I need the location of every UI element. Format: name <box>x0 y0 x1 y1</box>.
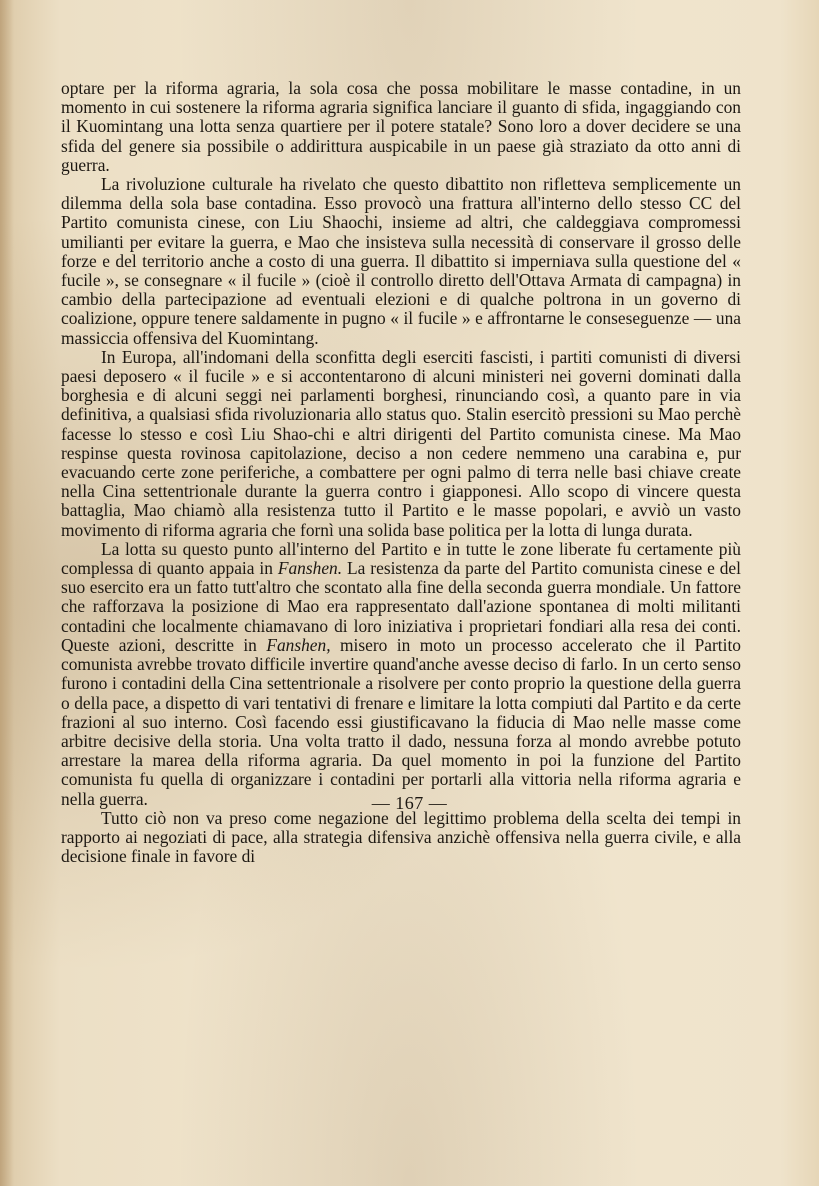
paragraph-text: Tutto ciò non va preso come negazione del legittimo problema della scelta dei tempi in rapporto ai negoziati di pace, alla strategia difensiva anzichè offensiva nella guerra civile, e alla decisione finale in favore di <box>61 807 741 867</box>
italic-title: Fanshen, <box>266 634 331 655</box>
paragraph-text: optare per la riforma agraria, la sola cosa che possa mobilitare le masse contadine, in un momento in cui sostenere la riforma agraria significa lanciare il guanto di sfida, ingaggiando con il Kuomintang una lotta senza quartiere per il potere statale? Sono loro a dover decidere se una sfida del genere sia possibile o addirittura auspicabile in un paese già straziato da otto anni di guerra. <box>61 78 741 175</box>
page-number: — 167 — <box>371 793 448 813</box>
body-text <box>61 79 741 866</box>
paragraph <box>61 348 741 540</box>
paragraph <box>61 79 741 175</box>
paragraph <box>61 540 741 809</box>
paragraph-text: La resistenza da parte del Partito comunista cinese e del suo esercito era un fatto tutt'altro che scontato alla fine della seconda guerra mondiale. Un fattore che rafforzava la posizione di Mao era rappresentato dall'azione spontanea di molti militanti contadini che localmente chiamavano di loro iniziativa i proprietari fondiari alla resa dei conti. Queste azioni, descritte in <box>61 558 741 655</box>
paragraph <box>61 175 741 348</box>
paragraph-text: In Europa, all'indomani della sconfitta degli eserciti fascisti, i partiti comunisti di diversi paesi deposero « il fucile » e si accontentarono di alcuni ministeri nei governi dominati dalla borghesia e di alcuni seggi nei parlamenti borghesi, rinunciando così, a quanto pare in via definitiva, a qualsiasi sfida rivoluzionaria allo status quo. Stalin esercitò pressioni su Mao perchè facesse lo stesso e così Liu Shao-chi e altri dirigenti del Partito comunista cinese. Ma Mao respinse questa rovinosa capitolazione, deciso a non cedere nemmeno una carabina e, pur evacuando certe zone periferiche, a combattere per ogni palmo di terra nelle basi chiave create nella Cina settentrionale durante la guerra contro i giapponesi. Allo scopo di vincere questa battaglia, Mao chiamò alla resistenza tutto il Partito e le masse popolari, e avviò un vasto movimento di riforma agraria che fornì una solida base politica per la lotta di lunga durata. <box>61 346 741 540</box>
paragraph-text: misero in moto un processo accelerato che il Partito comunista avrebbe trovato difficile invertire quand'anche avesse deciso di farlo. In un certo senso furono i contadini della Cina settentrionale a risolvere per conto proprio la questione della guerra o della pace, a dispetto di vari tentativi di frenare e limitare la lotta compiuti dal Partito e da certe frazioni al suo interno. Così facendo essi giustificavano la fiducia di Mao nelle masse come arbitre decisive della storia. Una volta tratto il dado, nessuna forza al mondo avrebbe potuto arrestare la marea della riforma agraria. Da quel momento in poi la funzione del Partito comunista fu quella di organizzare i contadini per portarli alla vittoria nella riforma agraria e nella guerra. <box>61 634 741 809</box>
page-spine-shadow <box>0 0 14 1186</box>
paragraph-text: La lotta su questo punto all'interno del Partito e in tutte le zone liberate fu certamente più complessa di quanto appaia in <box>61 538 741 579</box>
paragraph-text: La rivoluzione culturale ha rivelato che questo dibattito non rifletteva semplicemente un dilemma della sola base contadina. Esso provocò una frattura all'interno dello stesso CC del Partito comunista cinese, con Liu Shaochi, insieme ad altri, che caldeggiava compromessi umilianti per evitare la guerra, e Mao che insisteva sulla necessità di conservare il grosso delle forze e del territorio anche a costo di una guerra. Il dibattito si imperniava sulla questione del « fucile », se consegnare « il fucile » (cioè il controllo diretto dell'Ottava Armata di campagna) in cambio della partecipazione ad eventuali elezioni e di qualche poltrona in un governo di coalizione, oppure tenere saldamente in pugno « il fucile » e affrontarne le conseseguenze — una massiccia offensiva del Kuomintang. <box>61 174 741 348</box>
paragraph <box>61 809 741 867</box>
italic-title: Fanshen. <box>277 558 343 579</box>
